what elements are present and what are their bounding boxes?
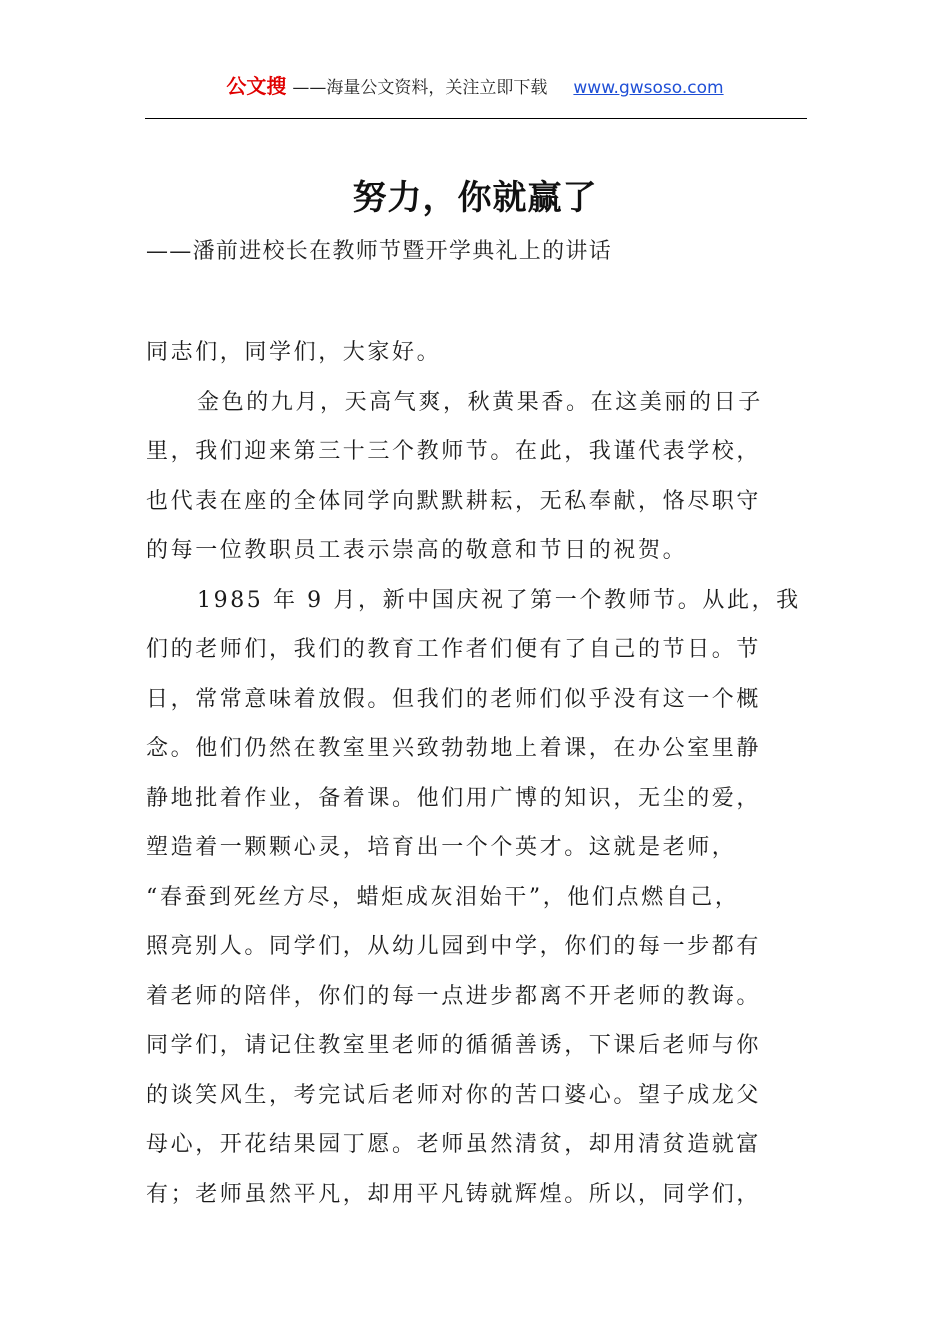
paragraph-line: 着老师的陪伴，你们的每一点进步都离不开老师的教诲。 [146,983,762,1009]
paragraph-line: 静地批着作业，备着课。他们用广博的知识，无尘的爱， [146,785,762,811]
paragraph-line: 金色的九月，天高气爽，秋黄果香。在这美丽的日子 [197,389,763,415]
header-divider [145,118,807,119]
paragraph-line: 塑造着一颗颗心灵，培育出一个个英才。这就是老师， [146,835,737,860]
paragraph-line: 同学们，请记住教室里老师的循循善诱，下课后老师与你 [146,1033,762,1058]
paragraph-line: 也代表在座的全体同学向默默耕耘，无私奉献，恪尽职守 [146,488,762,514]
page-header [0,70,950,104]
paragraph-line: “春蚕到死丝方尽，蜡炬成灰泪始干”，他们点燃自己， [146,884,740,910]
paragraph-line: 里，我们迎来第三十三个教师节。在此，我谨代表学校， [146,439,762,464]
document-title: 努力，你就赢了 [352,178,598,218]
paragraph-line: 母心，开花结果园丁愿。老师虽然清贫，却用清贫造就富 [146,1132,762,1157]
site-link[interactable]: www.gwsoso.com [573,78,724,98]
salutation-line: 同志们，同学们，大家好。 [146,340,442,365]
document-subtitle: ——潘前进校长在教师节暨开学典礼上的讲话 [146,239,613,264]
paragraph-line: 的每一位教职员工表示崇高的敬意和节日的祝贺。 [146,538,688,563]
paragraph-line: 念。他们仍然在教室里兴致勃勃地上着课，在办公室里静 [146,736,762,761]
paragraph-line: 1985 年 9 月，新中国庆祝了第一个教师节。从此，我 [197,587,801,613]
paragraph-line: 们的老师们，我们的教育工作者们便有了自己的节日。节 [146,637,762,662]
paragraph-line: 日，常常意味着放假。但我们的老师们似乎没有这一个概 [146,686,762,712]
document-body [146,328,826,1219]
paragraph-line: 的谈笑风生，考完试后老师对你的苦口婆心。望子成龙父 [146,1082,762,1108]
header-tagline: ——海量公文资料，关注立即下载 [292,78,548,98]
paragraph-line: 照亮别人。同学们，从幼儿园到中学，你们的每一步都有 [146,934,762,959]
brand-logo-text: 公文搜 [226,74,287,98]
paragraph-line: 有；老师虽然平凡，却用平凡铸就辉煌。所以，同学们， [146,1181,762,1207]
